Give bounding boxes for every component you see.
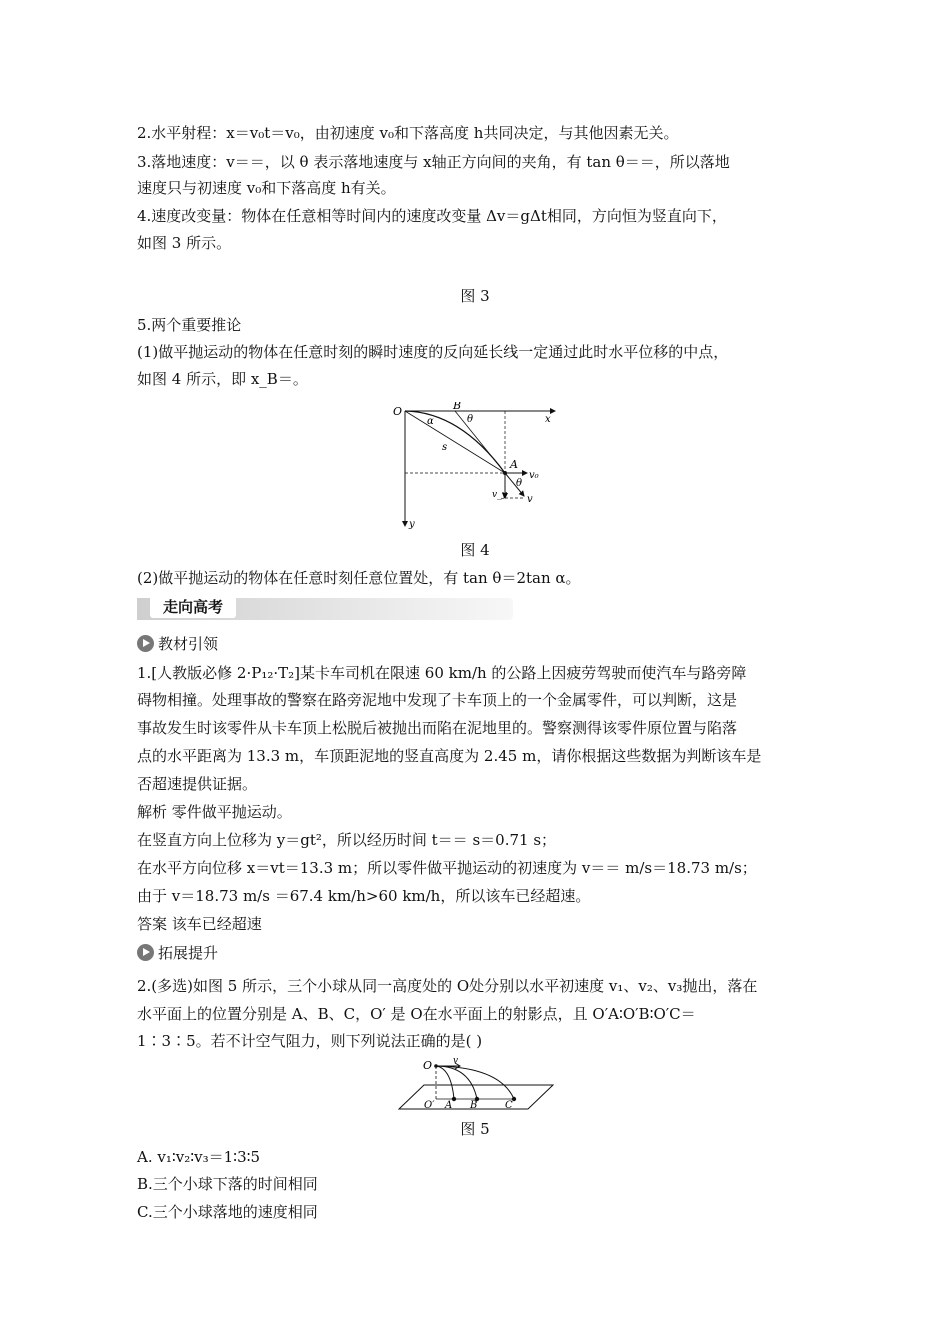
label-theta: θ <box>467 414 474 425</box>
text-line: 否超速提供证据。 <box>137 775 258 793</box>
label-alpha: α <box>427 416 434 427</box>
answer-line: 答案 该车已经超速 <box>137 915 262 933</box>
figure-caption: 图 5 <box>460 1120 490 1138</box>
label-C: C <box>505 1100 513 1111</box>
label-A: A <box>510 458 518 471</box>
label-theta: θ <box>516 478 523 489</box>
text-line: 如图 4 所示，即 x_B＝。 <box>137 370 308 388</box>
label-O: O <box>423 1059 433 1072</box>
figure-4-diagram <box>390 402 560 532</box>
text-line: 由于 v＝18.73 m/s ＝67.4 km/h>60 km/h，所以该车已经超速。 <box>137 887 591 905</box>
label-O: O <box>393 405 403 418</box>
text-line: 2.(多选)如图 5 所示，三个小球从同一高度处的 O处分别以水平初速度 v₁、v₂、v₃抛出，落在 <box>137 977 758 995</box>
text-line: 1∶3∶5。若不计空气阻力，则下列说法正确的是( ) <box>137 1032 483 1050</box>
play-icon <box>137 635 154 652</box>
text-line: (2)做平抛运动的物体在任意时刻任意位置处，有 tan θ＝2tan α。 <box>137 569 581 587</box>
sub-section-heading: 教材引领 <box>137 632 218 656</box>
text-line: 解析 零件做平抛运动。 <box>137 803 292 821</box>
text-line: 4.速度改变量：物体在任意相等时间内的速度改变量 Δv＝gΔt相同，方向恒为竖直向下， <box>137 207 727 225</box>
option-b: B.三个小球下落的时间相同 <box>137 1175 318 1193</box>
option-c: C.三个小球落地的速度相同 <box>137 1203 318 1221</box>
text-line: 3.落地速度：v＝＝，以 θ 表示落地速度与 x轴正方向间的夹角，有 tan θ＝＝，所以落地 <box>137 153 730 171</box>
label-x: x <box>545 414 551 425</box>
text-line: 1.[人教版必修 2·P₁₂·T₂]某卡车司机在限速 60 km/h 的公路上因疲劳驾驶而使汽车与路旁障 <box>137 664 747 682</box>
figure-caption: 图 4 <box>460 541 490 559</box>
label-O-prime: O′ <box>424 1100 435 1111</box>
section-heading: 5.两个重要推论 <box>137 316 242 334</box>
label-v0: v₀ <box>529 470 539 481</box>
label-B: B <box>470 1100 478 1111</box>
label-B: B <box>453 402 462 412</box>
label-v: v <box>527 494 533 505</box>
label-v: v <box>453 1056 459 1066</box>
label-A: A <box>445 1100 453 1111</box>
text-line: 事故发生时该零件从卡车顶上松脱后被抛出而陷在泥地里的。警察测得该零件原位置与陷落 <box>137 719 738 737</box>
label-s: s <box>442 442 448 453</box>
text-line: 在竖直方向上位移为 y＝gt²，所以经历时间 t＝＝ s＝0.71 s； <box>137 831 557 849</box>
play-icon <box>137 944 154 961</box>
text-line: 在水平方向位移 x＝vt＝13.3 m；所以零件做平抛运动的初速度为 v＝＝ m/s＝18.73 m/s； <box>137 859 757 877</box>
figure-caption: 图 3 <box>460 287 490 305</box>
banner-title: 走向高考 <box>150 596 236 618</box>
text-line: (1)做平抛运动的物体在任意时刻的瞬时速度的反向延长线一定通过此时水平位移的中点， <box>137 343 729 361</box>
label-y: y <box>409 519 415 530</box>
text-line: 2.水平射程：x＝v₀t＝v₀，由初速度 v₀和下落高度 h共同决定，与其他因素无关。 <box>137 124 679 142</box>
text-line: 点的水平距离为 13.3 m，车顶距泥地的竖直高度为 2.45 m，请你根据这些数据为判断该车是 <box>137 747 762 765</box>
text-line: 碍物相撞。处理事故的警察在路旁泥地中发现了卡车顶上的一个金属零件，可以判断，这是 <box>137 691 738 709</box>
option-a: A. v₁∶v₂∶v₃＝1∶3∶5 <box>137 1148 261 1166</box>
text-line: 如图 3 所示。 <box>137 234 232 252</box>
text-line: 水平面上的位置分别是 A、B、C，O′ 是 O在水平面上的射影点，且 O′A∶O′B∶O′C＝ <box>137 1005 696 1023</box>
sub-section-heading: 拓展提升 <box>137 941 218 965</box>
figure-5-diagram <box>398 1055 554 1111</box>
label-vy: v_y <box>492 490 507 500</box>
text-line: 速度只与初速度 v₀和下落高度 h有关。 <box>137 179 396 197</box>
